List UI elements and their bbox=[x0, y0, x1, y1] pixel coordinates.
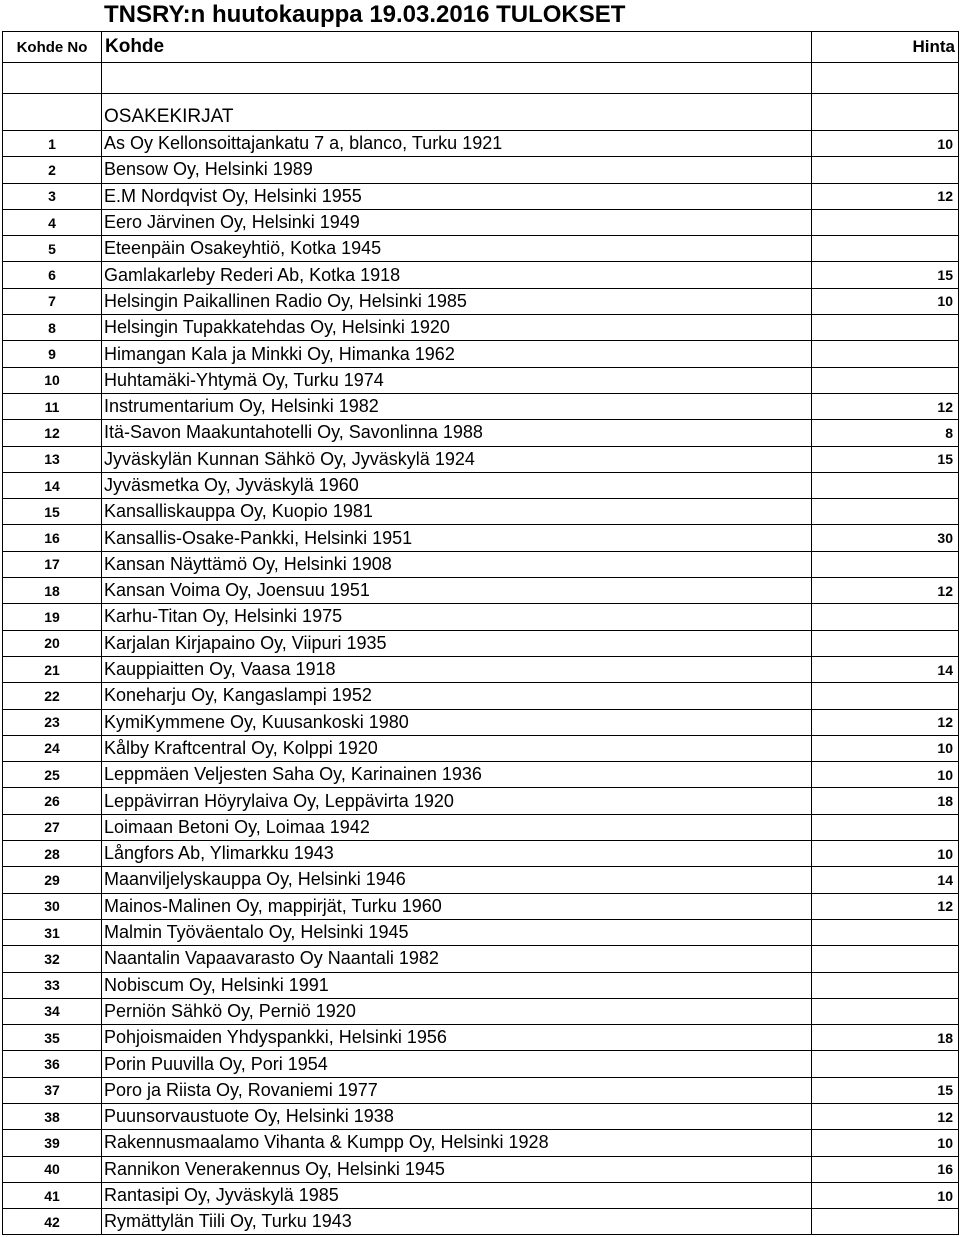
table-header-row bbox=[3, 32, 959, 63]
row-number: 17 bbox=[3, 551, 102, 577]
row-price bbox=[812, 367, 959, 393]
row-object-name: Helsingin Tupakkatehdas Oy, Helsinki 1920 bbox=[102, 315, 812, 341]
row-object-name: Mainos-Malinen Oy, mappirjät, Turku 1960 bbox=[102, 893, 812, 919]
table-row bbox=[3, 762, 959, 788]
row-number: 19 bbox=[3, 604, 102, 630]
table-row bbox=[3, 972, 959, 998]
row-number: 12 bbox=[3, 420, 102, 446]
table-row bbox=[3, 788, 959, 814]
table-row bbox=[3, 630, 959, 656]
row-number: 36 bbox=[3, 1051, 102, 1077]
table-row bbox=[3, 1182, 959, 1208]
table-row bbox=[3, 867, 959, 893]
column-header-object: Kohde bbox=[102, 32, 812, 63]
row-price: 30 bbox=[812, 525, 959, 551]
row-number: 24 bbox=[3, 735, 102, 761]
table-row bbox=[3, 1209, 959, 1235]
row-object-name: Rannikon Venerakennus Oy, Helsinki 1945 bbox=[102, 1156, 812, 1182]
row-price: 15 bbox=[812, 262, 959, 288]
row-price bbox=[812, 209, 959, 235]
table-row bbox=[3, 209, 959, 235]
table-row bbox=[3, 315, 959, 341]
row-object-name: Kansan Näyttämö Oy, Helsinki 1908 bbox=[102, 551, 812, 577]
table-row bbox=[3, 1130, 959, 1156]
row-object-name: Pohjoismaiden Yhdyspankki, Helsinki 1956 bbox=[102, 1025, 812, 1051]
row-object-name: Rantasipi Oy, Jyväskylä 1985 bbox=[102, 1182, 812, 1208]
row-price: 15 bbox=[812, 1077, 959, 1103]
table-row bbox=[3, 236, 959, 262]
row-number: 4 bbox=[3, 209, 102, 235]
row-object-name: Leppävirran Höyrylaiva Oy, Leppävirta 1920 bbox=[102, 788, 812, 814]
row-number: 40 bbox=[3, 1156, 102, 1182]
table-row bbox=[3, 1025, 959, 1051]
row-number: 25 bbox=[3, 762, 102, 788]
row-number: 27 bbox=[3, 814, 102, 840]
row-price: 10 bbox=[812, 288, 959, 314]
table-row bbox=[3, 393, 959, 419]
blank-cell bbox=[812, 63, 959, 94]
row-object-name: Naantalin Vapaavarasto Oy Naantali 1982 bbox=[102, 946, 812, 972]
table-row bbox=[3, 472, 959, 498]
row-number: 22 bbox=[3, 683, 102, 709]
row-price: 10 bbox=[812, 735, 959, 761]
table-row bbox=[3, 683, 959, 709]
row-price bbox=[812, 341, 959, 367]
row-number: 13 bbox=[3, 446, 102, 472]
table-row bbox=[3, 1051, 959, 1077]
row-number: 39 bbox=[3, 1130, 102, 1156]
row-number: 37 bbox=[3, 1077, 102, 1103]
row-price: 10 bbox=[812, 762, 959, 788]
blank-cell bbox=[3, 63, 102, 94]
row-price bbox=[812, 1209, 959, 1235]
row-object-name: Kålby Kraftcentral Oy, Kolppi 1920 bbox=[102, 735, 812, 761]
row-price bbox=[812, 683, 959, 709]
row-price: 15 bbox=[812, 446, 959, 472]
table-row bbox=[3, 157, 959, 183]
row-object-name: KymiKymmene Oy, Kuusankoski 1980 bbox=[102, 709, 812, 735]
row-price bbox=[812, 157, 959, 183]
row-object-name: Karhu-Titan Oy, Helsinki 1975 bbox=[102, 604, 812, 630]
row-object-name: Nobiscum Oy, Helsinki 1991 bbox=[102, 972, 812, 998]
table-row bbox=[3, 893, 959, 919]
row-number: 21 bbox=[3, 656, 102, 682]
page-title: TNSRY:n huutokauppa 19.03.2016 TULOKSET bbox=[104, 1, 626, 28]
row-number: 7 bbox=[3, 288, 102, 314]
row-price: 12 bbox=[812, 578, 959, 604]
blank-cell bbox=[102, 63, 812, 94]
row-object-name: Huhtamäki-Yhtymä Oy, Turku 1974 bbox=[102, 367, 812, 393]
results-table bbox=[2, 31, 959, 1235]
row-price bbox=[812, 814, 959, 840]
row-number: 3 bbox=[3, 183, 102, 209]
row-object-name: Perniön Sähkö Oy, Perniö 1920 bbox=[102, 998, 812, 1024]
row-object-name: Poro ja Riista Oy, Rovaniemi 1977 bbox=[102, 1077, 812, 1103]
row-object-name: Långfors Ab, Ylimarkku 1943 bbox=[102, 841, 812, 867]
table-row bbox=[3, 1103, 959, 1129]
table-row bbox=[3, 919, 959, 945]
table-row bbox=[3, 578, 959, 604]
row-object-name: As Oy Kellonsoittajankatu 7 a, blanco, Turku 1921 bbox=[102, 131, 812, 157]
table-row bbox=[3, 946, 959, 972]
table-row bbox=[3, 420, 959, 446]
row-object-name: Eero Järvinen Oy, Helsinki 1949 bbox=[102, 209, 812, 235]
row-object-name: E.M Nordqvist Oy, Helsinki 1955 bbox=[102, 183, 812, 209]
row-number: 28 bbox=[3, 841, 102, 867]
row-object-name: Himangan Kala ja Minkki Oy, Himanka 1962 bbox=[102, 341, 812, 367]
row-price bbox=[812, 499, 959, 525]
section-cell-empty bbox=[3, 94, 102, 131]
row-number: 8 bbox=[3, 315, 102, 341]
row-price bbox=[812, 1051, 959, 1077]
table-row bbox=[3, 1077, 959, 1103]
row-object-name: Kauppiaitten Oy, Vaasa 1918 bbox=[102, 656, 812, 682]
table-row bbox=[3, 814, 959, 840]
row-object-name: Kansan Voima Oy, Joensuu 1951 bbox=[102, 578, 812, 604]
table-row bbox=[3, 604, 959, 630]
row-object-name: Leppmäen Veljesten Saha Oy, Karinainen 1936 bbox=[102, 762, 812, 788]
table-row bbox=[3, 499, 959, 525]
row-number: 42 bbox=[3, 1209, 102, 1235]
row-price: 12 bbox=[812, 183, 959, 209]
table-row bbox=[3, 367, 959, 393]
row-price: 10 bbox=[812, 1130, 959, 1156]
row-object-name: Rakennusmaalamo Vihanta & Kumpp Oy, Helsinki 1928 bbox=[102, 1130, 812, 1156]
row-object-name: Jyväsmetka Oy, Jyväskylä 1960 bbox=[102, 472, 812, 498]
section-cell-empty bbox=[812, 94, 959, 131]
row-number: 14 bbox=[3, 472, 102, 498]
row-object-name: Rymättylän Tiili Oy, Turku 1943 bbox=[102, 1209, 812, 1235]
row-object-name: Jyväskylän Kunnan Sähkö Oy, Jyväskylä 1924 bbox=[102, 446, 812, 472]
table-row bbox=[3, 183, 959, 209]
row-number: 5 bbox=[3, 236, 102, 262]
row-number: 18 bbox=[3, 578, 102, 604]
row-price: 14 bbox=[812, 867, 959, 893]
table-row bbox=[3, 709, 959, 735]
table-row bbox=[3, 446, 959, 472]
row-number: 10 bbox=[3, 367, 102, 393]
row-price: 10 bbox=[812, 1182, 959, 1208]
row-object-name: Karjalan Kirjapaino Oy, Viipuri 1935 bbox=[102, 630, 812, 656]
row-price bbox=[812, 604, 959, 630]
row-number: 26 bbox=[3, 788, 102, 814]
row-number: 35 bbox=[3, 1025, 102, 1051]
table-row bbox=[3, 551, 959, 577]
row-price: 10 bbox=[812, 131, 959, 157]
row-price: 12 bbox=[812, 393, 959, 419]
row-price: 12 bbox=[812, 1103, 959, 1129]
row-number: 6 bbox=[3, 262, 102, 288]
row-price: 8 bbox=[812, 420, 959, 446]
row-number: 31 bbox=[3, 919, 102, 945]
row-object-name: Malmin Työväentalo Oy, Helsinki 1945 bbox=[102, 919, 812, 945]
row-number: 34 bbox=[3, 998, 102, 1024]
column-header-no: Kohde No bbox=[3, 32, 102, 63]
row-number: 16 bbox=[3, 525, 102, 551]
table-row bbox=[3, 998, 959, 1024]
table-row bbox=[3, 841, 959, 867]
column-header-price: Hinta bbox=[812, 32, 959, 63]
row-object-name: Gamlakarleby Rederi Ab, Kotka 1918 bbox=[102, 262, 812, 288]
row-number: 29 bbox=[3, 867, 102, 893]
row-object-name: Kansalliskauppa Oy, Kuopio 1981 bbox=[102, 499, 812, 525]
row-price: 12 bbox=[812, 893, 959, 919]
section-row bbox=[3, 94, 959, 131]
row-price: 10 bbox=[812, 841, 959, 867]
table-row bbox=[3, 525, 959, 551]
row-number: 23 bbox=[3, 709, 102, 735]
row-price: 12 bbox=[812, 709, 959, 735]
table-row bbox=[3, 262, 959, 288]
row-number: 30 bbox=[3, 893, 102, 919]
row-number: 38 bbox=[3, 1103, 102, 1129]
row-number: 32 bbox=[3, 946, 102, 972]
table-row bbox=[3, 288, 959, 314]
row-object-name: Instrumentarium Oy, Helsinki 1982 bbox=[102, 393, 812, 419]
row-price bbox=[812, 236, 959, 262]
row-object-name: Loimaan Betoni Oy, Loimaa 1942 bbox=[102, 814, 812, 840]
row-price bbox=[812, 315, 959, 341]
row-price bbox=[812, 551, 959, 577]
row-price bbox=[812, 630, 959, 656]
row-price bbox=[812, 972, 959, 998]
row-price bbox=[812, 919, 959, 945]
row-price: 18 bbox=[812, 1025, 959, 1051]
row-object-name: Kansallis-Osake-Pankki, Helsinki 1951 bbox=[102, 525, 812, 551]
row-object-name: Koneharju Oy, Kangaslampi 1952 bbox=[102, 683, 812, 709]
table-row bbox=[3, 341, 959, 367]
row-number: 11 bbox=[3, 393, 102, 419]
row-object-name: Eteenpäin Osakeyhtiö, Kotka 1945 bbox=[102, 236, 812, 262]
row-number: 15 bbox=[3, 499, 102, 525]
row-object-name: Maanviljelyskauppa Oy, Helsinki 1946 bbox=[102, 867, 812, 893]
blank-row bbox=[3, 63, 959, 94]
row-price bbox=[812, 998, 959, 1024]
row-object-name: Itä-Savon Maakuntahotelli Oy, Savonlinna 1988 bbox=[102, 420, 812, 446]
row-object-name: Bensow Oy, Helsinki 1989 bbox=[102, 157, 812, 183]
row-number: 20 bbox=[3, 630, 102, 656]
row-price bbox=[812, 946, 959, 972]
row-number: 1 bbox=[3, 131, 102, 157]
row-number: 2 bbox=[3, 157, 102, 183]
table-row bbox=[3, 735, 959, 761]
row-number: 33 bbox=[3, 972, 102, 998]
row-number: 9 bbox=[3, 341, 102, 367]
row-object-name: Helsingin Paikallinen Radio Oy, Helsinki 1985 bbox=[102, 288, 812, 314]
table-row bbox=[3, 1156, 959, 1182]
row-price: 16 bbox=[812, 1156, 959, 1182]
section-heading: OSAKEKIRJAT bbox=[102, 94, 812, 131]
row-object-name: Puunsorvaustuote Oy, Helsinki 1938 bbox=[102, 1103, 812, 1129]
row-price bbox=[812, 472, 959, 498]
row-price: 18 bbox=[812, 788, 959, 814]
row-number: 41 bbox=[3, 1182, 102, 1208]
table-row bbox=[3, 131, 959, 157]
row-price: 14 bbox=[812, 656, 959, 682]
table-row bbox=[3, 656, 959, 682]
row-object-name: Porin Puuvilla Oy, Pori 1954 bbox=[102, 1051, 812, 1077]
